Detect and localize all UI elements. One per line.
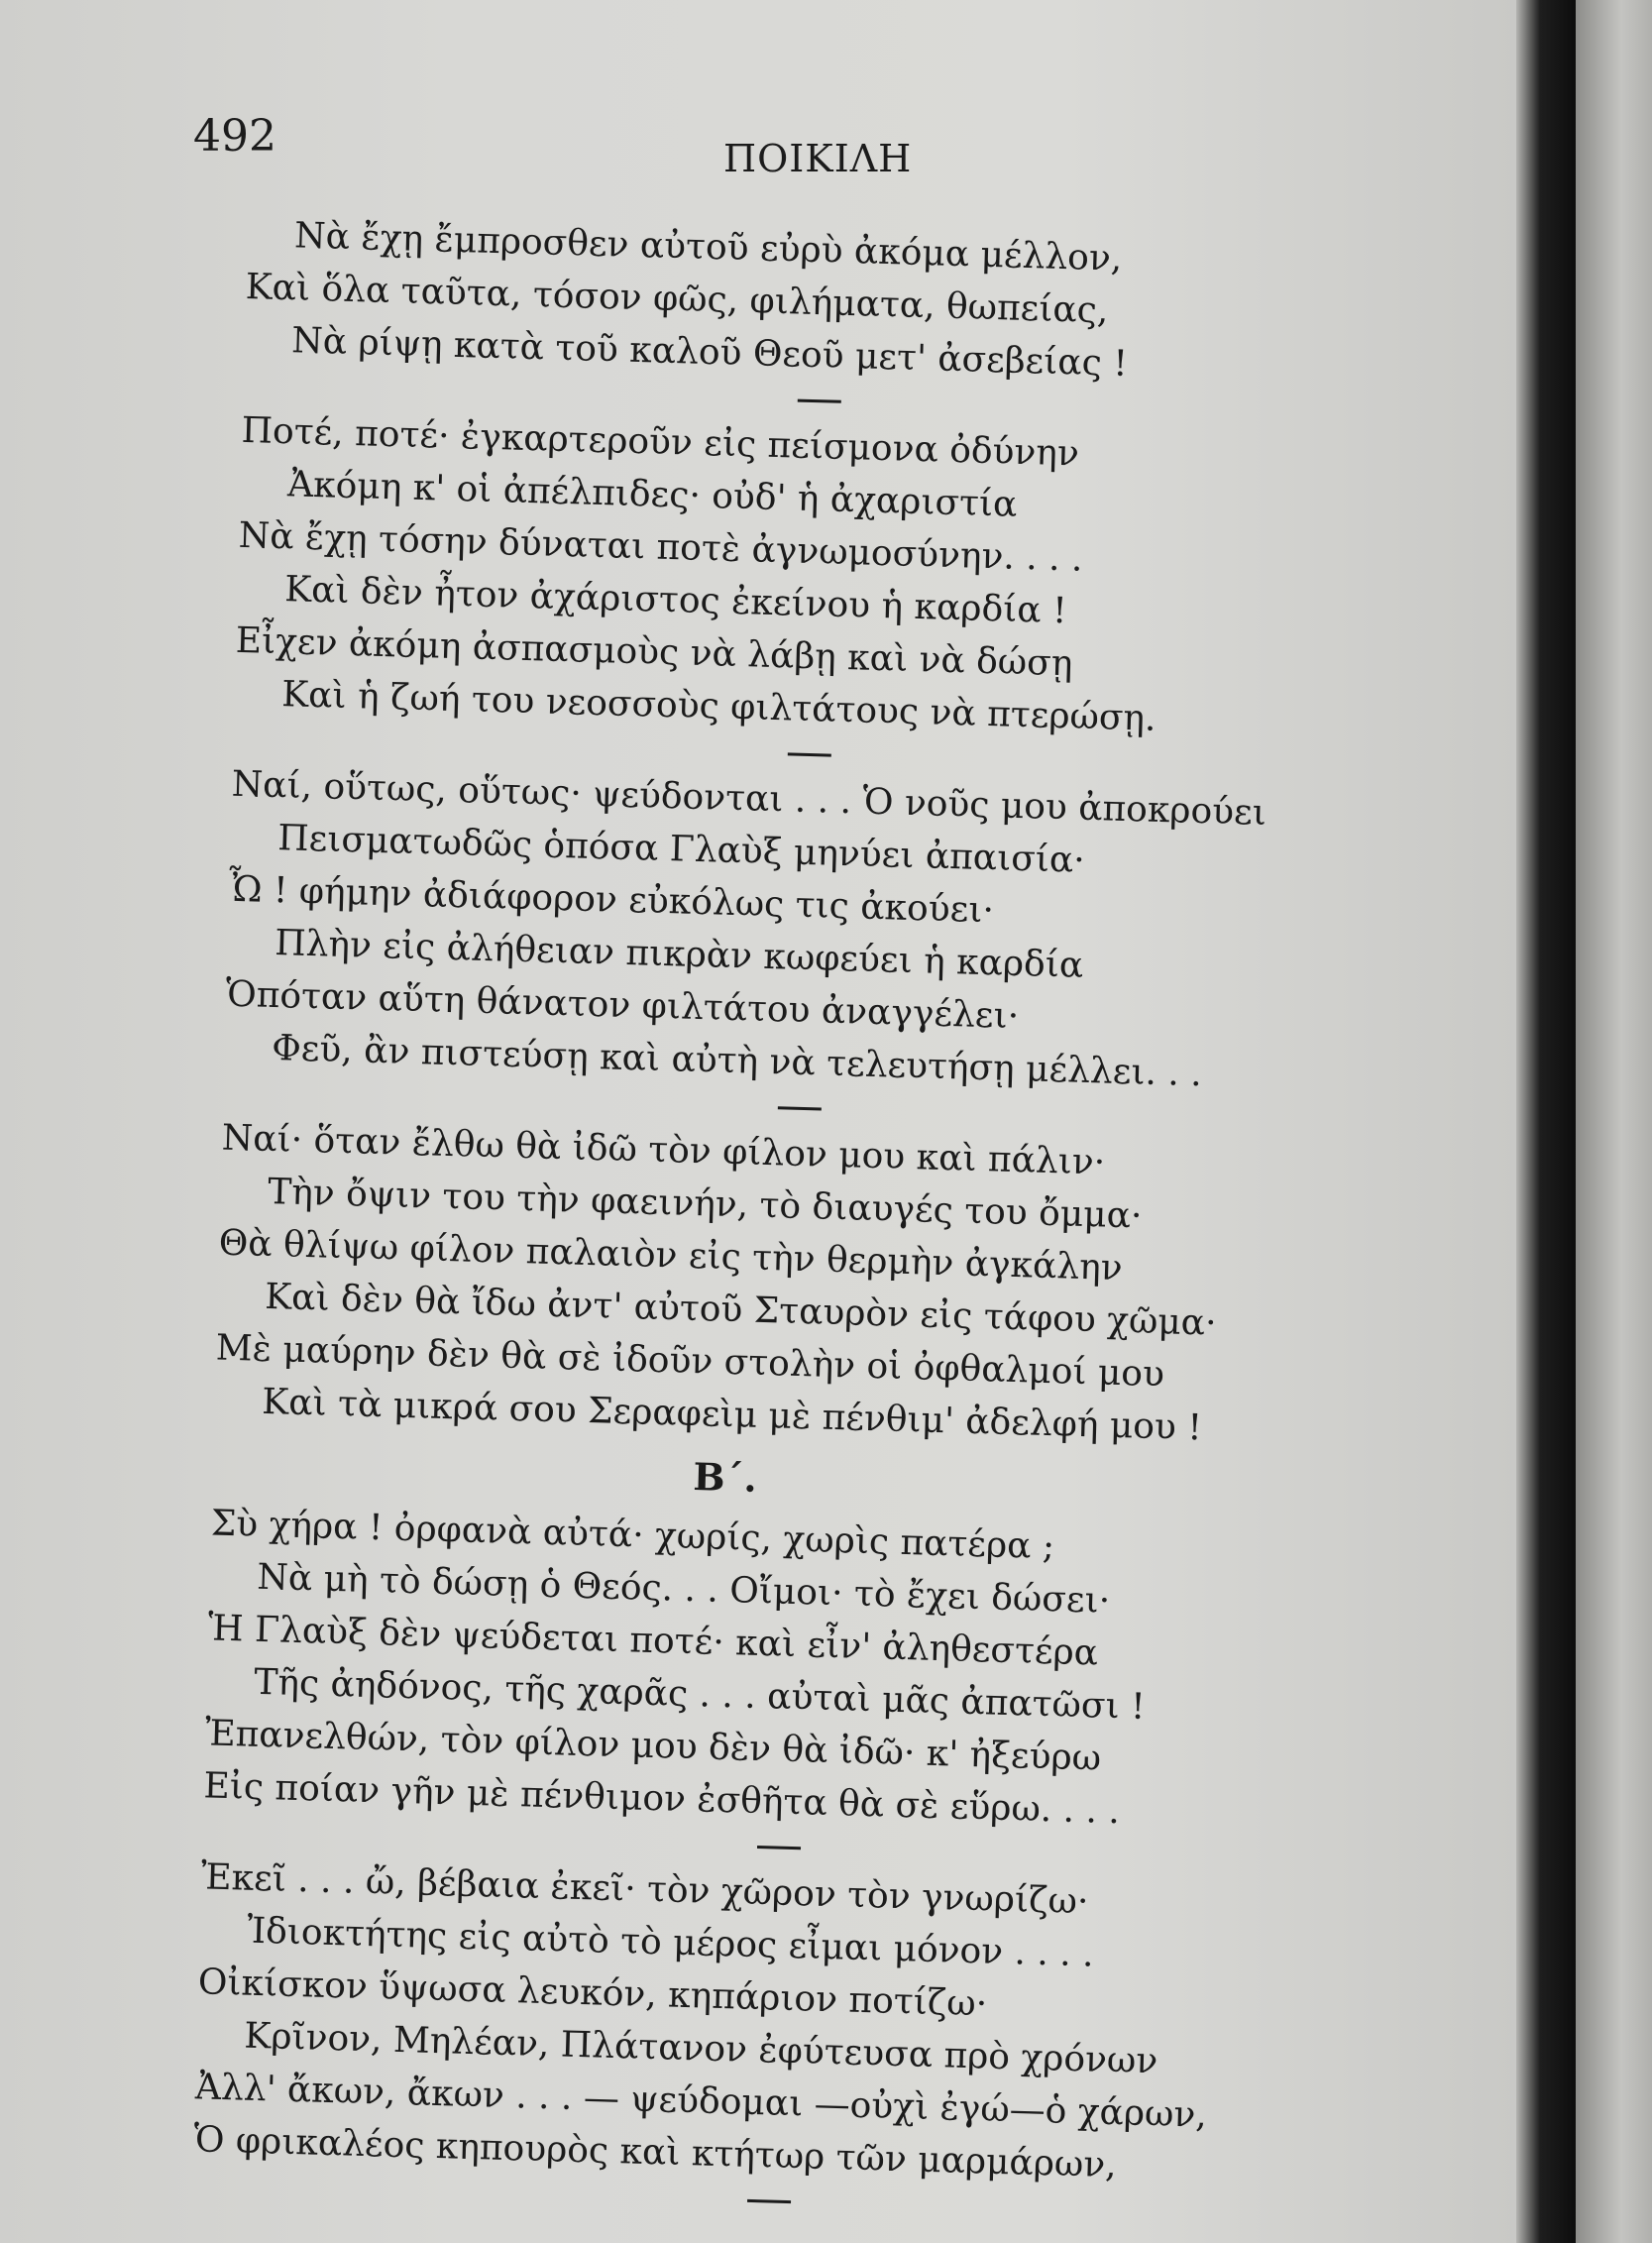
verse-line: Ἡ Γλαὺξ δὲν ψεύδεται ποτέ· καὶ εἶν' ἀληθεστέρα [207,1608,1099,1674]
stanza-divider [747,2199,791,2203]
verse-line: Μὲ μαύρην δὲν θὰ σὲ ἰδοῦν στολὴν οἱ ὀφθαλμοί μου [215,1327,1165,1396]
verse-line: Κρῖνον, Μηλέαν, Πλάτανον ἐφύτευσα πρὸ χρόνων [243,2015,1158,2082]
stanza [214,1112,1461,1462]
stanza-divider [798,399,841,403]
stanza-divider [778,1106,822,1110]
verse-line: Τὴν ὄψιν του τὴν φαεινήν, τὸ διαυγές του ὄμμα· [267,1171,1143,1237]
stanza [234,404,1481,754]
running-head: ΠΟΙΚΙΛΗ [723,137,913,180]
stanza-divider [757,1846,801,1850]
stanza [203,1497,1450,1847]
verse-line: Ἰδιοκτήτης εἰς αὐτὸ τὸ μέρος εἶμαι μόνον . . . . [246,1910,1095,1975]
section-heading: Β΄. [692,1454,758,1501]
verse-line: Καὶ ἡ ζωή του νεοσσοὺς φιλτάτους νὰ πτερώσῃ. [280,674,1157,739]
stanza [244,208,1487,400]
verse-line: Καὶ δὲν θὰ ἴδω ἀντ' αὐτοῦ Σταυρὸν εἰς τάφου χῶμα· [264,1276,1218,1344]
page-number: 492 [193,111,276,162]
verse-line: Ὁπόταν αὕτη θάνατον φιλτάτου ἀναγγέλει· [225,973,1020,1038]
verse-line: Ἀλλ' ἄκων, ἄκων . . . — ψεύδομαι —οὐχὶ ἐγώ—ὁ χάρων, [194,2067,1208,2136]
verse-line: Ὦ ! φήμην ἀδιάφορον εὐκόλως τις ἀκούει· [228,868,995,932]
verse-line: Ἐπανελθών, τὸν φίλον μου δὲν θὰ ἰδῶ· κ' ἠξεύρω [204,1713,1102,1779]
stanza [193,1850,1440,2200]
stanza-divider [788,752,831,756]
verse-line: Ἐκεῖ . . . ὤ, βέβαια ἐκεῖ· τὸν χῶρον τὸν γνωρίζω· [200,1856,1089,1923]
verse-line: Θὰ θλίψω φίλον παλαιὸν εἰς τὴν θερμὴν ἀγκάλην [218,1222,1124,1290]
verse-line: Ναί· ὅταν ἔλθω θὰ ἰδῶ τὸν φίλον μου καὶ πάλιν· [221,1117,1106,1183]
verse-line: Καὶ δὲν ἦτον ἀχάριστος ἐκείνου ἡ καρδία ! [283,569,1068,632]
verse-line: Τῆς ἀηδόνος, τῆς χαρᾶς . . . αὐταὶ μᾶς ἀπατῶσι ! [253,1661,1147,1728]
verse-line: Οἰκίσκον ὕψωσα λευκόν, κηπάριον ποτίζω· [197,1962,988,2025]
verse-line: Πεισματωδῶς ὁπόσα Γλαὺξ μηνύει ἀπαισία· [276,818,1086,881]
verse-line: Νὰ ἔχῃ ἔμπροσθεν αὐτοῦ εὐρὺ ἀκόμα μέλλον, [293,215,1123,280]
verse-line: Φεῦ, ἂν πιστεύσῃ καὶ αὐτὴ νὰ τελευτήσῃ μέλλει. . . [271,1028,1203,1095]
verse-line: Ἀκόμη κ' οἱ ἀπέλπιδες· οὐδ' ἡ ἀχαριστία [286,464,1018,525]
verse-line: Εἶχεν ἀκόμη ἀσπασμοὺς νὰ λάβῃ καὶ νὰ δώσῃ [235,619,1073,685]
verse-line: Ναί, οὕτως, οὕτως· ψεύδονται . . . Ὁ νοῦς μου ἀποκρούει [231,763,1267,834]
verse-line: Καὶ τὰ μικρά σου Σεραφεὶμ μὲ πένθιμ' ἀδελφή μου ! [261,1381,1203,1449]
book-gutter [1516,0,1576,2243]
stanza [224,758,1471,1108]
verse-line: Ὁ φρικαλέος κηπουρὸς καὶ κτήτωρ τῶν μαρμάρων, [192,2119,1118,2187]
verse-line: Ποτέ, ποτέ· ἐγκαρτεροῦν εἰς πείσμονα ὀδύνην [241,409,1080,475]
facing-page-edge [1576,0,1652,2243]
verse-line: Νὰ ρίψῃ κατὰ τοῦ καλοῦ Θεοῦ μετ' ἀσεβείας ! [290,320,1129,385]
poem-text [192,208,1487,2239]
verse-line: Πλὴν εἰς ἀλήθειαν πικρὰν κωφεύει ἡ καρδία [274,923,1084,986]
verse-line: Καὶ ὅλα ταῦτα, τόσον φῶς, φιλήματα, θωπείας, [245,266,1109,332]
verse-line: Εἰς ποίαν γῆν μὲ πένθιμον ἐσθῆτα θὰ σὲ εὕρω. . . . [202,1765,1121,1833]
verse-line: Νὰ μὴ τὸ δώσῃ ὁ Θεός. . . Οἴμοι· τὸ ἔχει δώσει· [256,1556,1111,1622]
verse-line: Σὺ χήρα ! ὀρφανὰ αὐτά· χωρίς, χωρὶς πατέρα ; [210,1503,1055,1568]
verse-line: Νὰ ἔχῃ τόσην δύναται ποτὲ ἀγνωμοσύνην. . . . [238,514,1084,580]
